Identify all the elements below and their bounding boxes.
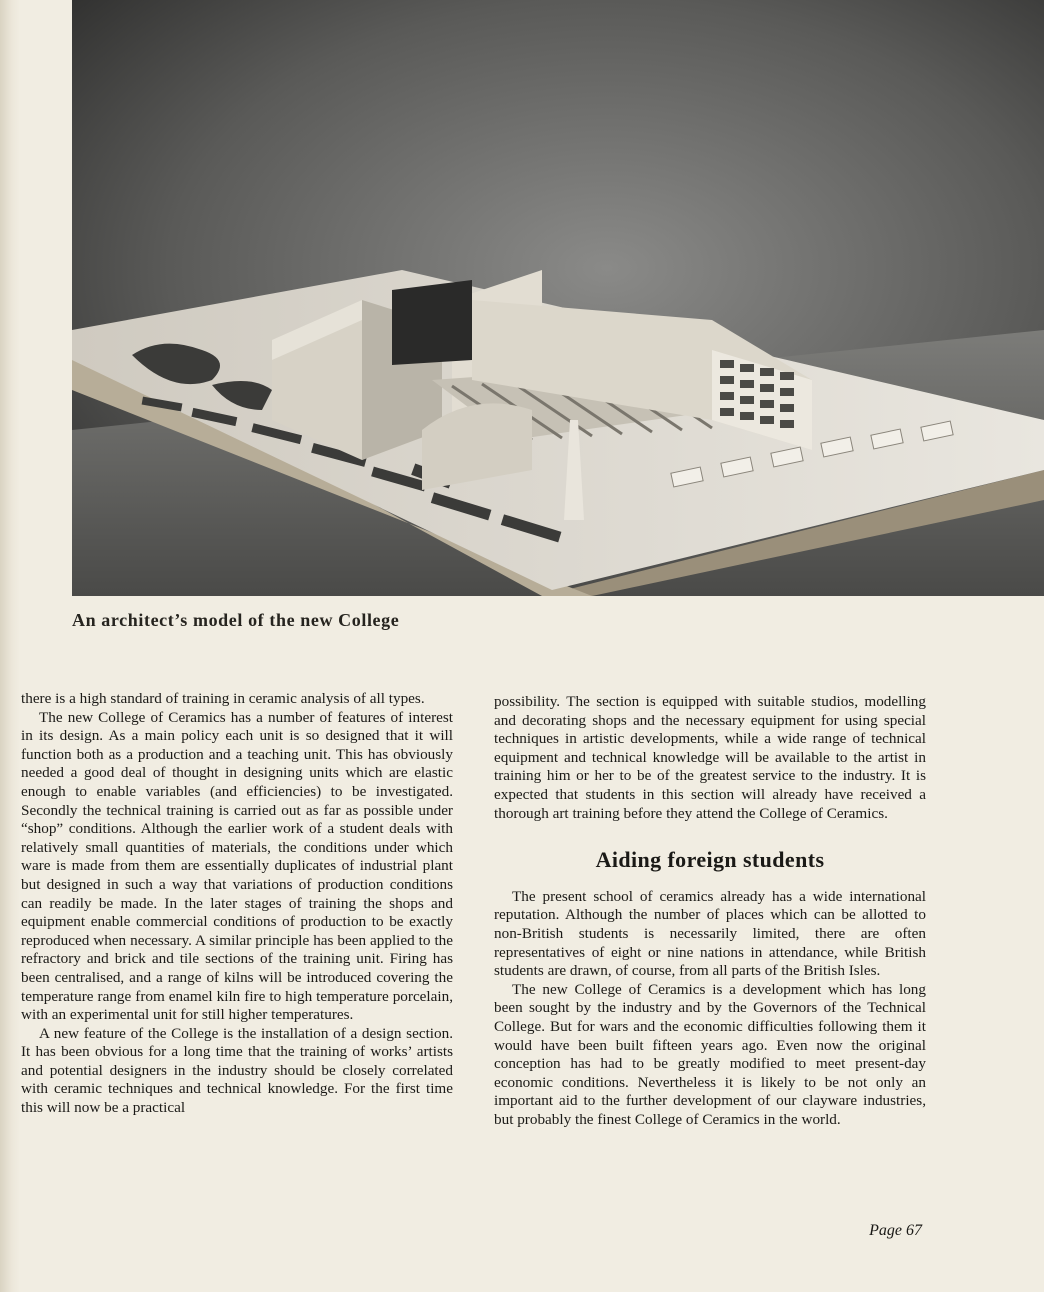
section-heading: Aiding foreign students [595,847,825,873]
paragraph: possibility. The section is equipped with suitable studios, modelling and decorating shops and the necessary equipment for using special techniques in artistic developments, while a wide range of technical equipment and technical knowledge will be available to the artist in training him or her to be of the greatest service to the industry. It is expected that students in this section will already have received a thorough art training before they attend the College of Ceramics. [494,693,926,822]
article-column-left [21,690,453,1118]
paragraph: The new College of Ceramics is a development which has long been sought by the industry and by the Governors of the Technical College. But for wars and the economic difficulties following them it would have been built fifteen years ago. Even now the original conception has had to be greatly modified to meet present-day economic conditions. Nevertheless it is likely to be not only an important aid to the further development of our clayware industries, but probably the finest College of Ceramics in the world. [494,980,926,1128]
page-number: Page 67 [869,1222,922,1239]
paragraph: A new feature of the College is the installation of a design section. It has been obvious for a long time that the training of works’ artists and potential designers in the industry should be closely correlated with ceramic techniques and technical knowledge. For the first time this will now be a practical [21,1024,453,1117]
paragraph: The present school of ceramics already has a wide international reputation. Although the number of places which can be allotted to non-British students is necessarily limited, there are often representatives of eight or nine nations in attendance, while British students are drawn, of course, from all parts of the British Isles. [494,887,926,980]
paragraph: The new College of Ceramics has a number of features of interest in its design. As a main policy each unit is so designed that it will function both as a production and a teaching unit. This has obviously needed a good deal of thought in designing units which are elastic enough to enable variables (and efficiencies) to be investigated. Secondly the technical training is carried out as far as possible under “shop” conditions. Although the earlier work of a student deals with relatively small quantities of materials, the conditions under which ware is made from them are essentially duplicates of industrial plant but designed in such a way that variations of production conditions can readily be made. In the later stages of training the shops and equipment enable commercial conditions of production to be exactly reproduced when necessary. A similar principle has been applied to the refractory and brick and tile sections of the training unit. Firing has been centralised, and a range of kilns will be introduced covering the temperature range from enamel kiln fire to high temperature porcelain, with an experimental unit for still higher temperatures. [21,708,453,1024]
book-spine-shadow [0,0,20,1292]
architect-model-photo [72,0,1044,596]
article-column-right [494,693,926,1129]
figure-caption: An architect’s model of the new College [72,610,400,630]
paragraph: there is a high standard of training in ceramic analysis of all types. [21,690,425,707]
